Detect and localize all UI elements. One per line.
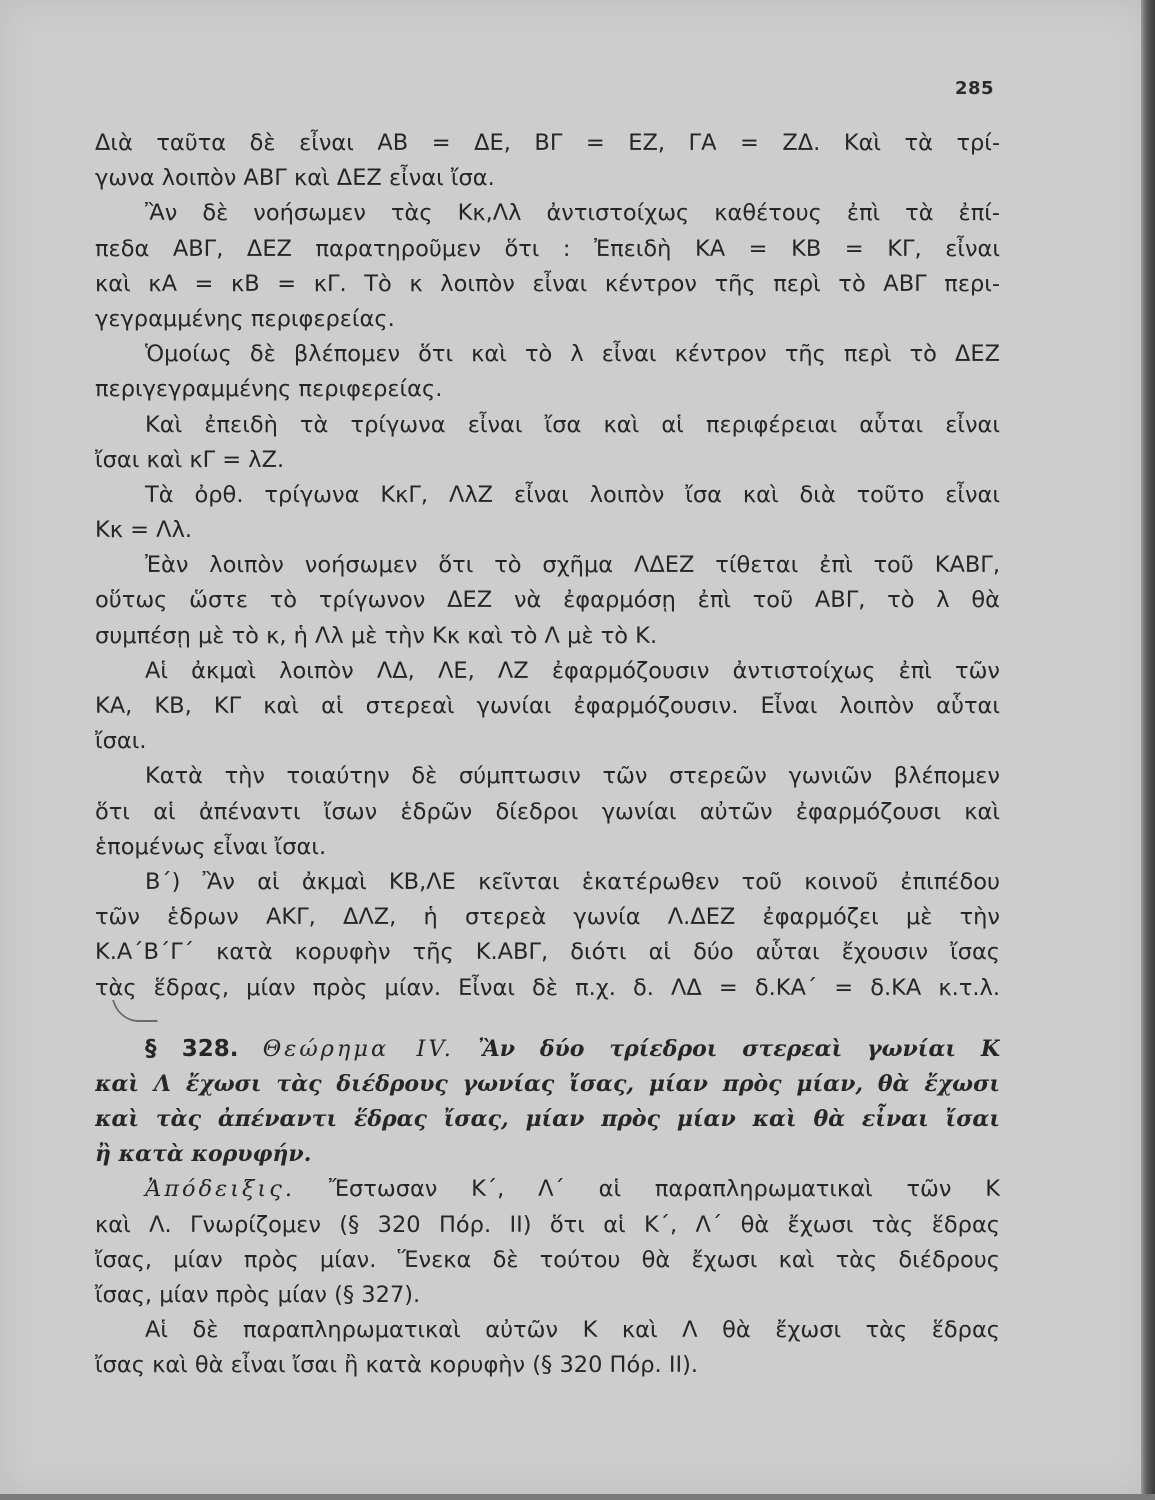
text-line: Διὰ ταῦτα δὲ εἶναι ΑΒ = ΔΕ, ΒΓ = ΕΖ, ΓΑ = ΖΔ. Καὶ τὰ τρί- — [95, 130, 1000, 156]
page-edge-shadow — [1141, 0, 1155, 1500]
section-number: § 328. — [145, 1035, 239, 1062]
text-line: οὕτως ὥστε τὸ τρίγωνον ΔΕΖ νὰ ἐφαρμόσῃ ἐπὶ τοῦ ΑΒΓ, τὸ λ θὰ — [95, 587, 1000, 614]
theorem-text: καὶ τὰς ἀπέναντι ἕδρας ἴσας, μίαν πρὸς μίαν καὶ θὰ εἶναι ἴσαι — [95, 1106, 1000, 1133]
proof-label: Ἀπόδειξις. — [145, 1176, 295, 1203]
text-line: συμπέσῃ μὲ τὸ κ, ἡ Λλ μὲ τὴν Κκ καὶ τὸ Λ μὲ τὸ Κ. — [95, 622, 658, 649]
text-line: γωνα λοιπὸν ΑΒΓ καὶ ΔΕΖ εἶναι ἴσα. — [95, 165, 495, 192]
text-line: Καὶ ἐπειδὴ τὰ τρίγωνα εἶναι ἴσα καὶ αἱ περιφέρειαι αὗται εἶναι — [145, 411, 1000, 438]
proof-text: Ἔστωσαν Κ΄, Λ΄ αἱ παραπληρωματικαὶ τῶν Κ — [328, 1176, 1000, 1203]
text-line: Ἂν δὲ νοήσωμεν τὰς Κκ,Λλ ἀντιστοίχως καθέτους ἐπὶ τὰ ἐπί- — [145, 200, 1000, 227]
text-line: γεγραμμένης περιφερείας. — [95, 305, 395, 332]
text-line: Κκ = Λλ. — [95, 517, 193, 544]
text-line: τὰς ἕδρας, μίαν πρὸς μίαν. Εἶναι δὲ π.χ. δ. ΛΔ = δ.ΚΑ΄ = δ.ΚΑ κ.τ.λ. — [95, 974, 1000, 1001]
text-line: πεδα ΑΒΓ, ΔΕΖ παρατηροῦμεν ὅτι : Ἐπειδὴ ΚΑ = ΚΒ = ΚΓ, εἶναι — [95, 235, 1000, 262]
text-line: ἑπομένως εἶναι ἴσαι. — [95, 833, 327, 860]
page-bottom-edge — [0, 1494, 1155, 1500]
text-line: Ἐὰν λοιπὸν νοήσωμεν ὅτι τὸ σχῆμα ΛΔΕΖ τίθεται ἐπὶ τοῦ ΚΑΒΓ, — [145, 552, 1000, 579]
text-line: περιγεγραμμένης περιφερείας. — [95, 376, 443, 403]
theorem-text: καὶ Λ ἔχωσι τὰς διέδρους γωνίας ἴσας, μίαν πρὸς μίαν, θὰ ἔχωσι — [95, 1070, 1000, 1097]
text-line: ἴσαι καὶ κΓ = λΖ. — [95, 446, 285, 473]
text-line: καὶ κΑ = κΒ = κΓ. Τὸ κ λοιπὸν εἶναι κέντρον τῆς περὶ τὸ ΑΒΓ περι- — [95, 270, 1000, 297]
page-number: 285 — [955, 78, 995, 99]
text-line: Κατὰ τὴν τοιαύτην δὲ σύμπτωσιν τῶν στερεῶν γωνιῶν βλέπομεν — [145, 763, 1000, 790]
text-line: Κ.Α΄Β΄Γ΄ κατὰ κορυφὴν τῆς Κ.ΑΒΓ, διότι αἱ δύο αὗται ἔχουσιν ἴσας — [95, 939, 1000, 966]
theorem-heading — [95, 1032, 1000, 1067]
proof-text: καὶ Λ. Γνωρίζομεν (§ 320 Πόρ. ΙΙ) ὅτι αἱ Κ΄, Λ΄ θὰ ἔχωσι τὰς ἕδρας — [95, 1211, 1000, 1238]
text-line: Αἱ ἀκμαὶ λοιπὸν ΛΔ, ΛΕ, ΛΖ ἐφαρμόζουσιν ἀντιστοίχως ἐπὶ τῶν — [145, 657, 1000, 684]
proof-heading — [95, 1172, 1000, 1207]
theorem-text: Ἂν δύο τρίεδροι στερεαὶ γωνίαι Κ — [478, 1035, 1000, 1062]
proof-text: ἴσας, μίαν πρὸς μίαν. Ἕνεκα δὲ τούτου θὰ ἔχωσι καὶ τὰς διέδρους — [95, 1246, 1000, 1273]
proof-text: ἴσας, μίαν πρὸς μίαν (§ 327). — [95, 1282, 421, 1308]
text-line: ἴσαι. — [95, 728, 147, 755]
text-line: ΚΑ, ΚΒ, ΚΓ καὶ αἱ στερεαὶ γωνίαι ἐφαρμόζουσιν. Εἶναι λοιπὸν αὗται — [95, 693, 1000, 719]
text-line: ὅτι αἱ ἀπέναντι ἴσων ἑδρῶν δίεδροι γωνίαι αὐτῶν ἐφαρμόζουσι καὶ — [95, 798, 1000, 825]
text-line: Τὰ ὀρθ. τρίγωνα ΚκΓ, ΛλΖ εἶναι λοιπὸν ἴσα καὶ διὰ τοῦτο εἶναι — [145, 481, 1000, 508]
proof-text: Αἱ δὲ παραπληρωματικαὶ αὐτῶν Κ καὶ Λ θὰ ἔχωσι τὰς ἕδρας — [145, 1317, 1000, 1344]
page-body — [95, 126, 1000, 1384]
text-line: Β΄) Ἂν αἱ ἀκμαὶ ΚΒ,ΛΕ κεῖνται ἑκατέρωθεν τοῦ κοινοῦ ἐπιπέδου — [145, 868, 1000, 895]
theorem-label: Θεώρημα IV. — [262, 1035, 454, 1062]
text-line: Ὁμοίως δὲ βλέπομεν ὅτι καὶ τὸ λ εἶναι κέντρον τῆς περὶ τὸ ΔΕΖ — [145, 341, 1000, 368]
proof-text: ἴσας καὶ θὰ εἶναι ἴσαι ἢ κατὰ κορυφὴν (§ 320 Πόρ. ΙΙ). — [95, 1352, 699, 1379]
theorem-text: ἢ κατὰ κορυφήν. — [95, 1141, 312, 1168]
text-line: τῶν ἑδρων ΑΚΓ, ΔΛΖ, ἡ στερεὰ γωνία Λ.ΔΕΖ ἐφαρμόζει μὲ τὴν — [95, 904, 1000, 931]
